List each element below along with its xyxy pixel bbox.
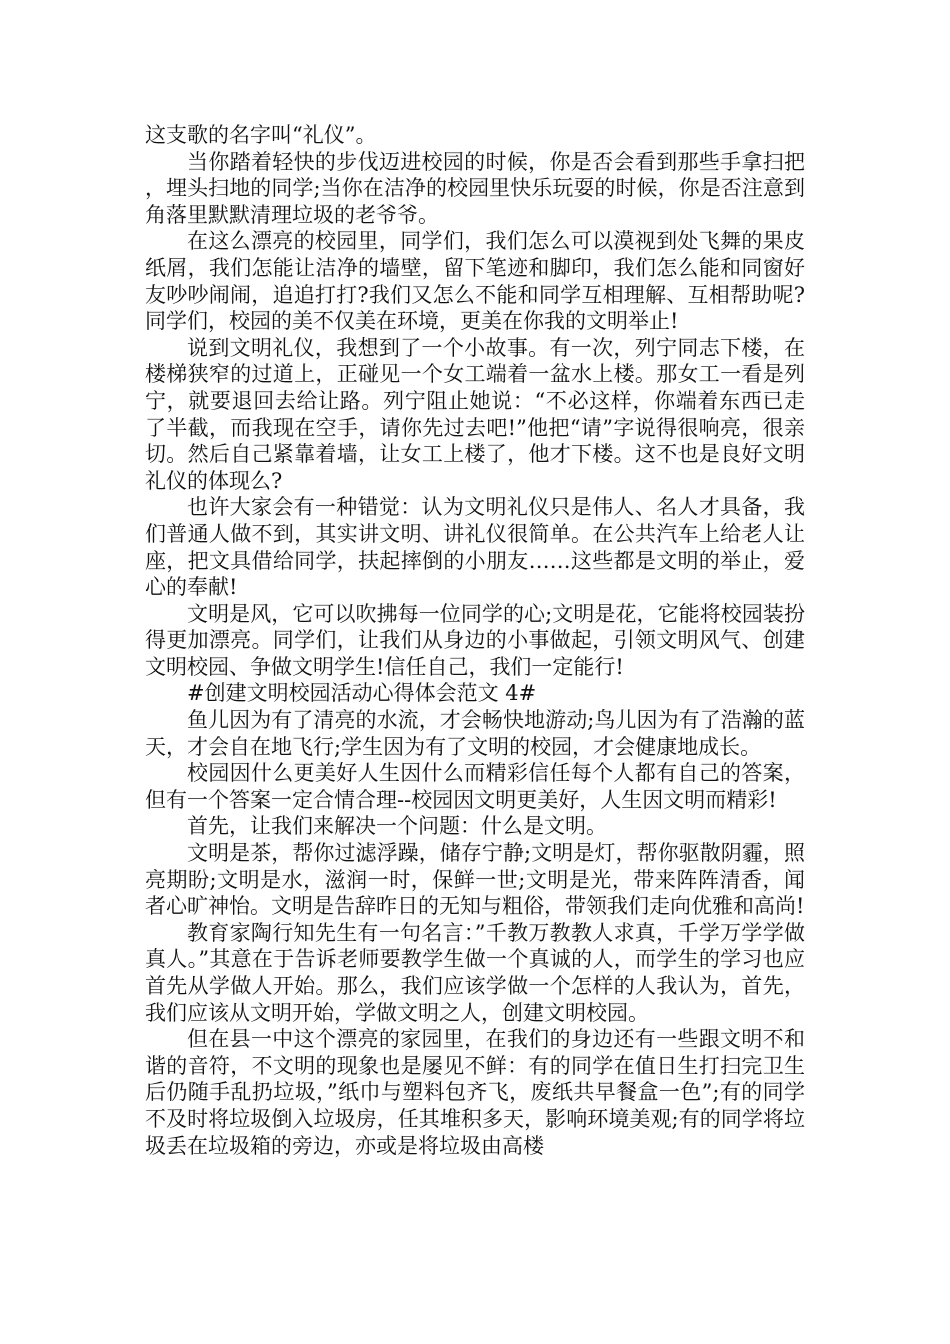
paragraph-9: 校园因什么更美好人生因什么而精彩信任每个人都有自己的答案，但有一个答案一定合情合理--校园因文明更美好，人生因文明而精彩!: [145, 761, 805, 812]
paragraph-5: 也许大家会有一种错觉：认为文明礼仪只是伟人、名人才具备，我们普通人做不到，其实讲文明、讲礼仪很简单。在公共汽车上给老人让座，把文具借给同学，扶起摔倒的小朋友……这些都是文明的举止，爱心的奉献!: [145, 495, 805, 600]
paragraph-4: 说到文明礼仪，我想到了一个小故事。有一次，列宁同志下楼，在楼梯狭窄的过道上，正碰见一个女工端着一盆水上楼。那女工一看是列宁，就要退回去给让路。列宁阻止她说：“不必这样，你端着东西已走了半截，而我现在空手，请你先过去吧!”他把“请”字说得很响亮，很亲切。然后自己紧靠着墙，让女工上楼了，他才下楼。这不也是良好文明礼仪的体现么?: [145, 335, 805, 493]
document-body: [145, 122, 805, 1159]
paragraph-12: 教育家陶行知先生有一句名言：”千教万教教人求真，千学万学学做真人。”其意在于告诉老师要教学生做一个真诚的人，而学生的学习也应首先从学做人开始。那么，我们应该学做一个怎样的人我认为，首先，我们应该从文明开始，学做文明之人，创建文明校园。: [145, 920, 805, 1025]
paragraph-3: 在这么漂亮的校园里，同学们，我们怎么可以漠视到处飞舞的果皮纸屑，我们怎能让洁净的墙壁，留下笔迹和脚印，我们怎么能和同窗好友吵吵闹闹，追追打打?我们又怎么不能和同学互相理解、互相帮助呢?同学们，校园的美不仅美在环境，更美在你我的文明举止!: [145, 229, 805, 334]
section-heading: #创建文明校园活动心得体会范文 4#: [187, 681, 537, 706]
paragraph-2: 当你踏着轻快的步伐迈进校园的时候，你是否会看到那些手拿扫把，埋头扫地的同学;当你在洁净的校园里快乐玩耍的时候，你是否注意到角落里默默清理垃圾的老爷爷。: [145, 149, 805, 227]
paragraph-8: 鱼儿因为有了清亮的水流，才会畅快地游动;鸟儿因为有了浩瀚的蓝天，才会自在地飞行;学生因为有了文明的校园，才会健康地成长。: [145, 708, 805, 759]
paragraph-11: 文明是茶，帮你过滤浮躁，储存宁静;文明是灯，帮你驱散阴霾，照亮期盼;文明是水，滋润一时，保鲜一世;文明是光，带来阵阵清香，闻者心旷神怡。文明是告辞昨日的无知与粗俗，带领我们走向优雅和高尚!: [145, 841, 805, 919]
paragraph-1: 这支歌的名字叫“礼仪”。: [145, 123, 377, 147]
paragraph-13: 但在县一中这个漂亮的家园里，在我们的身边还有一些跟文明不和谐的音符，不文明的现象也是屡见不鲜：有的同学在值日生打扫完卫生后仍随手乱扔垃圾，”纸巾与塑料包齐飞，废纸共早餐盒一色”;有的同学不及时将垃圾倒入垃圾房，任其堆积多天，影响环境美观;有的同学将垃圾丢在垃圾箱的旁边，亦或是将垃圾由高楼: [145, 1027, 805, 1158]
paragraph-10: 首先，让我们来解决一个问题：什么是文明。: [187, 814, 607, 839]
paragraph-6: 文明是风，它可以吹拂每一位同学的心;文明是花，它能将校园装扮得更加漂亮。同学们，让我们从身边的小事做起，引领文明风气、创建文明校园、争做文明学生!信任自己，我们一定能行!: [145, 601, 805, 679]
